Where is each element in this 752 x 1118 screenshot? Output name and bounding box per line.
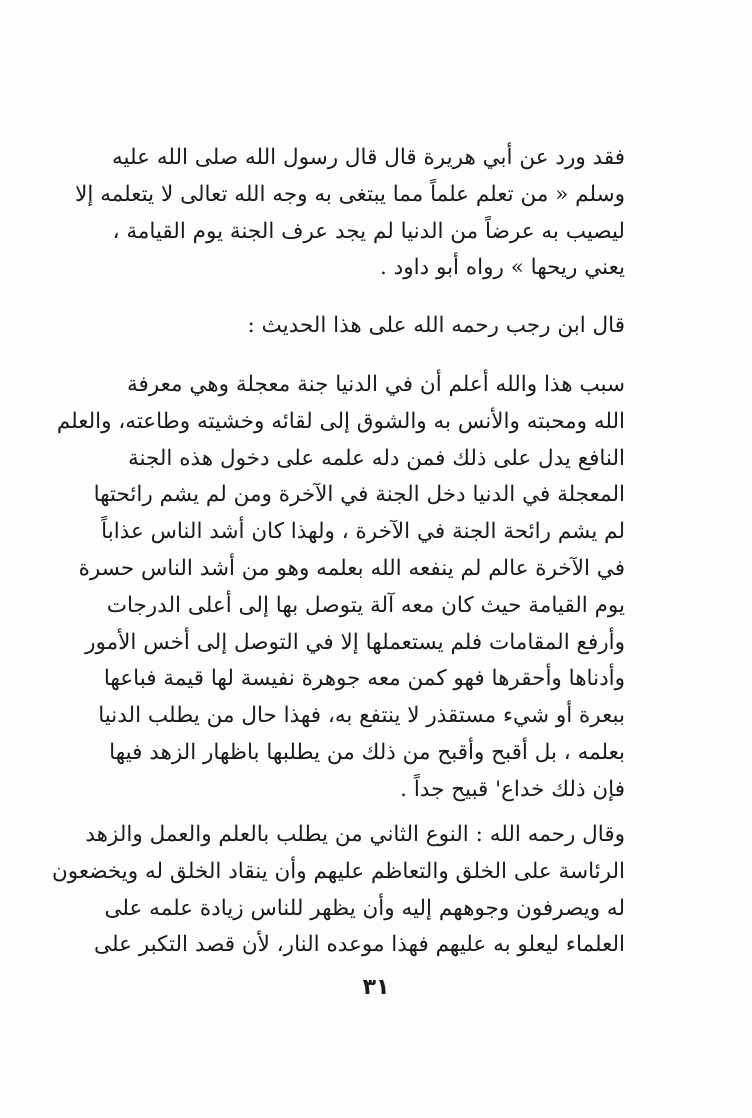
text-line: وسلم « من تعلم علماً مما يبتغى به وجه الله تعالى لا يتعلمه إلا — [75, 181, 625, 207]
text-line: وأدناها وأحقرها فهو كمن معه جوهرة نفيسة لها قيمة فباعها — [103, 666, 625, 692]
paragraph-intro — [128, 308, 625, 345]
text-line: ليصيب به عرضاً من الدنيا لم يجد عرف الجنة يوم القيامة ، — [112, 218, 625, 244]
paragraph-hadith — [75, 140, 625, 287]
page-number: ٣١ — [362, 975, 390, 1000]
paragraph-second-type — [52, 817, 625, 964]
text-line: الله ومحبته والأنس به والشوق إلى لقائه وخشيته وطاعته، والعلم — [56, 408, 625, 434]
text-line: النافع يدل على ذلك فمن دله علمه على دخول هذه الجنة — [127, 445, 625, 471]
text-line: قال ابن رجب رحمه الله على هذا الحديث : — [247, 313, 625, 338]
text-line: العلماء ليعلو به عليهم فهذا موعده النار، لأن قصد التكبر على — [94, 932, 625, 958]
text-line: وأرفع المقامات فلم يستعملها إلا في التوصل إلى أخس الأمور — [85, 629, 625, 655]
text-line: يعني ريحها » رواه أبو داود . — [379, 255, 625, 281]
text-line: ببعرة أو شيء مستقذر لا ينتفع به، فهذا حال من يطلب الدنيا — [98, 703, 625, 729]
text-line: يوم القيامة حيث كان معه آلة يتوصل بها إلى أعلى الدرجات — [106, 592, 625, 618]
text-line: له ويصرفون وجوههم إليه وأن يظهر للناس زيادة علمه على — [104, 895, 625, 921]
text-line: لم يشم رائحة الجنة في الآخرة ، ولهذا كان أشد الناس عذاباً — [101, 519, 625, 545]
text-line: وقال رحمه الله : النوع الثاني من يطلب بالعلم والعمل والزهد — [85, 822, 625, 847]
text-line: المعجلة في الدنيا دخل الجنة في الآخرة ومن لم يشم رائحتها — [93, 482, 625, 508]
paragraph-commentary — [56, 367, 625, 809]
text-line: بعلمه ، بل أقبح وأقبح من ذلك من يطلبها باظهار الزهد فيها — [109, 739, 625, 765]
text-line: فقد ورد عن أبي هريرة قال قال رسول الله صلى الله عليه — [112, 145, 625, 170]
text-line: في الآخرة عالم لم ينفعه الله بعلمه وهو من أشد الناس حسرة — [78, 555, 625, 581]
text-line: فإن ذلك خداع' قبيح جداً . — [400, 776, 625, 802]
text-line: الرئاسة على الخلق والتعاظم عليهم وأن ينقاد الخلق له ويخضعون — [52, 858, 625, 884]
text-line: سبب هذا والله أعلم أن في الدنيا جنة معجلة وهي معرفة — [126, 372, 625, 397]
